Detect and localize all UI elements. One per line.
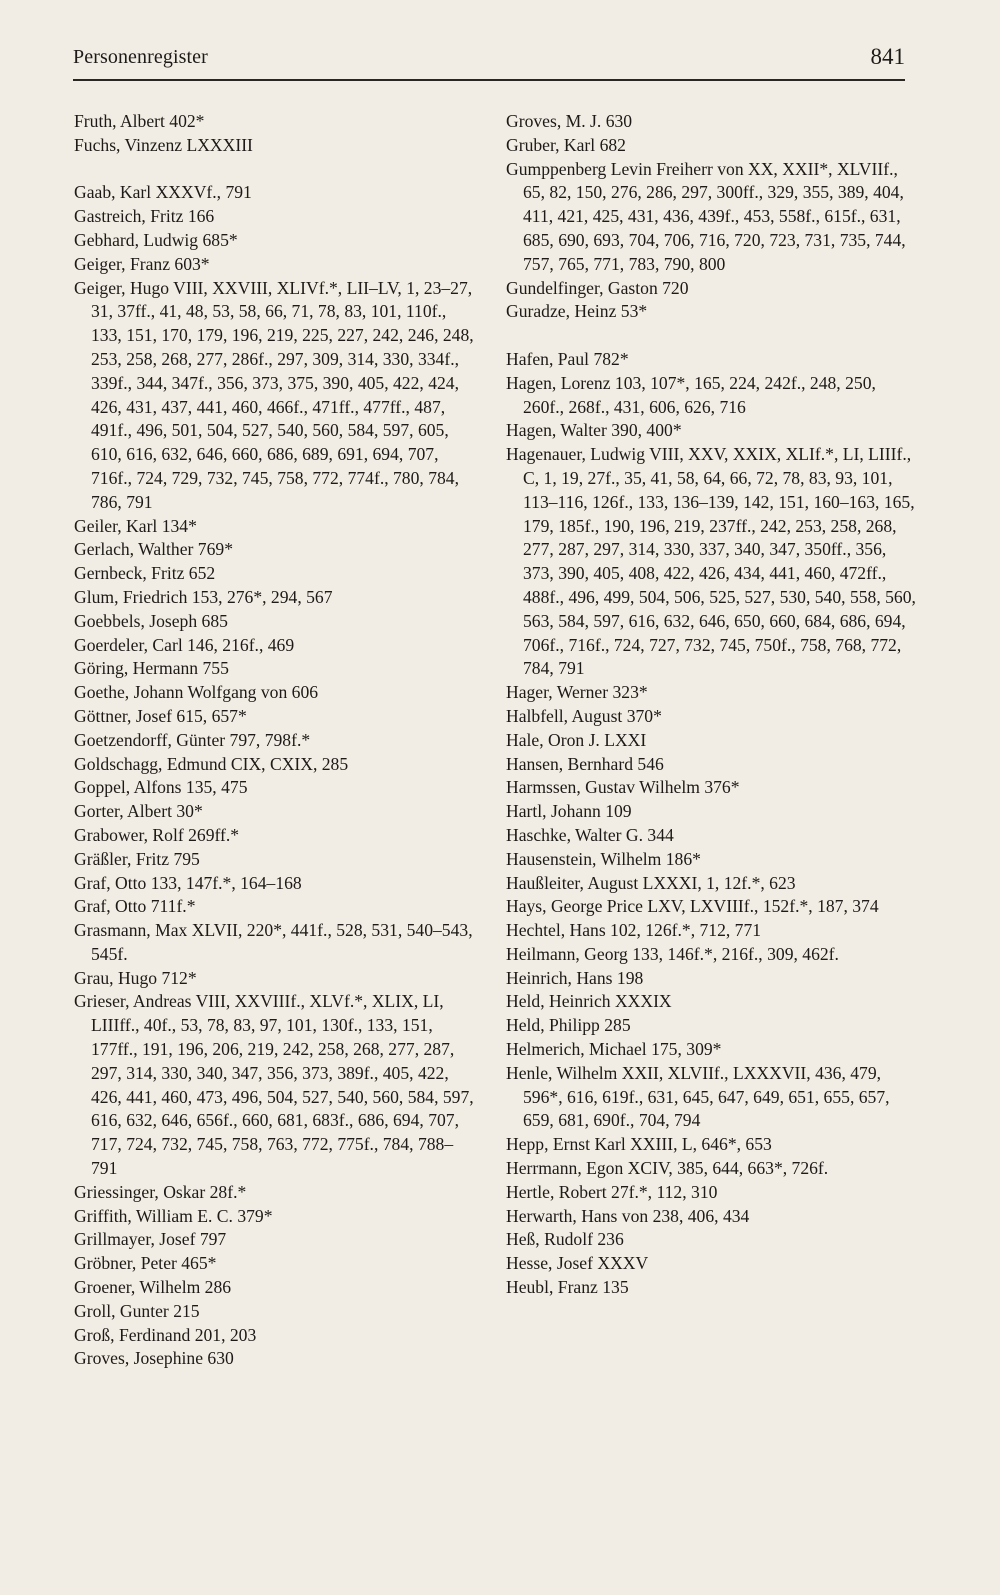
index-entry: Gaab, Karl XXXVf., 791 bbox=[74, 182, 252, 203]
index-entry: Held, Philipp 285 bbox=[506, 1015, 631, 1036]
index-entry: Geiger, Franz 603* bbox=[74, 253, 210, 274]
index-entry: Graf, Otto 133, 147f.*, 164–168 bbox=[74, 872, 302, 893]
index-entry: Goetzendorff, Günter 797, 798f.* bbox=[74, 729, 311, 750]
index-entry: Glum, Friedrich 153, 276*, 294, 567 bbox=[74, 586, 333, 607]
index-entry: Hertle, Robert 27f.*, 112, 310 bbox=[506, 1181, 718, 1202]
index-entry: Hale, Oron J. LXXI bbox=[506, 729, 647, 750]
index-entry: Hepp, Ernst Karl XXIII, L, 646*, 653 bbox=[506, 1134, 772, 1155]
index-entry: Griessinger, Oskar 28f.* bbox=[74, 1181, 247, 1202]
index-entry: Gruber, Karl 682 bbox=[506, 134, 626, 155]
index-entry: Gumppenberg Levin Freiherr von XX, XXII*, XLVIIf., 65, 82, 150, 276, 286, 297, 300ff., 329, 355, 389, 404, 411, 421, 425, 431, 436, 439f., 453, 558f., 615f., 631, 685, 690, 693, 704, 706, 716, 720, 723, 731, 735, 744, 757, 765, 771, 783, 790, 800 bbox=[506, 158, 906, 274]
index-entry: Haschke, Walter G. 344 bbox=[506, 824, 674, 845]
index-entry: Helmerich, Michael 175, 309* bbox=[506, 1039, 722, 1060]
index-entry: Gastreich, Fritz 166 bbox=[74, 206, 215, 227]
index-entry: Geiger, Hugo VIII, XXVIII, XLIVf.*, LII–LV, 1, 23–27, 31, 37ff., 41, 48, 53, 58, 66, 71, 78, 83, 101, 110f., 133, 151, 170, 179, 196, 219, 225, 227, 242, 246, 248, 253, 258, 268, 277, 286f., 297, 309, 314, 330, 334f., 339f., 344, 347f., 356, 373, 375, 390, 405, 422, 424, 426, 431, 437, 441, 460, 466f., 471ff., 477ff., 487, 491f., 496, 501, 504, 527, 540, 560, 584, 597, 605, 610, 616, 632, 646, 660, 686, 689, 691, 694, 707, 716f., 724, 729, 732, 745, 758, 772, 774f., 780, 784, 786, 791 bbox=[74, 277, 474, 512]
header-rule bbox=[73, 79, 905, 81]
index-entry: Graf, Otto 711f.* bbox=[74, 896, 196, 917]
index-entry: Hager, Werner 323* bbox=[506, 682, 648, 703]
index-entry: Gebhard, Ludwig 685* bbox=[74, 229, 238, 250]
index-column-left bbox=[74, 110, 474, 1371]
index-entry: Herrmann, Egon XCIV, 385, 644, 663*, 726f. bbox=[506, 1158, 829, 1179]
index-entry: Goppel, Alfons 135, 475 bbox=[74, 777, 248, 798]
index-entry: Henle, Wilhelm XXII, XLVIIf., LXXXVII, 436, 479, 596*, 616, 619f., 631, 645, 647, 649, 651, 655, 657, 659, 681, 690f., 704, 794 bbox=[506, 1062, 890, 1131]
index-entry: Goebbels, Joseph 685 bbox=[74, 610, 228, 631]
index-entry: Hesse, Josef XXXV bbox=[506, 1253, 649, 1274]
index-entry: Gräßler, Fritz 795 bbox=[74, 848, 200, 869]
index-entry: Groll, Gunter 215 bbox=[74, 1300, 200, 1321]
index-entry: Gundelfinger, Gaston 720 bbox=[506, 277, 689, 298]
index-entry: Fruth, Albert 402* bbox=[74, 111, 205, 131]
index-entry: Geiler, Karl 134* bbox=[74, 515, 197, 536]
index-entry: Gröbner, Peter 465* bbox=[74, 1253, 217, 1274]
section-gap bbox=[506, 324, 916, 348]
index-entry: Hagen, Walter 390, 400* bbox=[506, 420, 682, 441]
index-entry: Held, Heinrich XXXIX bbox=[506, 991, 672, 1012]
index-entry: Hartl, Johann 109 bbox=[506, 801, 632, 822]
index-column-right bbox=[506, 110, 916, 1300]
index-entry: Hays, George Price LXV, LXVIIIf., 152f.*, 187, 374 bbox=[506, 896, 879, 917]
index-entry: Grau, Hugo 712* bbox=[74, 967, 197, 988]
index-entry: Goldschagg, Edmund CIX, CXIX, 285 bbox=[74, 753, 349, 774]
index-entry: Goethe, Johann Wolfgang von 606 bbox=[74, 682, 319, 703]
index-entry: Guradze, Heinz 53* bbox=[506, 301, 648, 322]
index-entry: Hafen, Paul 782* bbox=[506, 348, 629, 369]
index-entry: Griffith, William E. C. 379* bbox=[74, 1205, 273, 1226]
index-entry: Hechtel, Hans 102, 126f.*, 712, 771 bbox=[506, 920, 762, 941]
index-entry: Hagenauer, Ludwig VIII, XXV, XXIX, XLIf.*, LI, LIIIf., C, 1, 19, 27f., 35, 41, 58, 64, 66, 72, 78, 83, 93, 101, 113–116, 126f., 133, 136–139, 142, 151, 160–163, 165, 179, 185f., 190, 196, 219, 237ff., 242, 253, 258, 268, 277, 287, 297, 314, 330, 337, 340, 347, 350ff., 356, 373, 390, 405, 408, 422, 426, 434, 441, 460, 472ff., 488f., 496, 499, 504, 506, 525, 527, 530, 540, 558, 560, 563, 584, 597, 616, 632, 646, 650, 660, 684, 686, 694, 706f., 716f., 724, 727, 732, 745, 750f., 758, 768, 772, 784, 791 bbox=[506, 444, 916, 679]
index-entry: Halbfell, August 370* bbox=[506, 705, 662, 726]
index-entry: Haußleiter, August LXXXI, 1, 12f.*, 623 bbox=[506, 872, 796, 893]
index-entry: Grillmayer, Josef 797 bbox=[74, 1229, 227, 1250]
running-header bbox=[73, 44, 905, 74]
index-entry: Grabower, Rolf 269ff.* bbox=[74, 824, 240, 845]
page-number: 841 bbox=[870, 44, 905, 69]
index-entry: Grasmann, Max XLVII, 220*, 441f., 528, 531, 540–543, 545f. bbox=[74, 920, 473, 964]
index-entry: Groß, Ferdinand 201, 203 bbox=[74, 1324, 257, 1345]
index-entry: Göring, Hermann 755 bbox=[74, 658, 229, 679]
index-entry: Fuchs, Vinzenz LXXXIII bbox=[74, 134, 253, 155]
index-entry: Heubl, Franz 135 bbox=[506, 1277, 629, 1298]
index-entry: Groves, M. J. 630 bbox=[506, 111, 633, 131]
index-entry: Gorter, Albert 30* bbox=[74, 801, 203, 822]
index-entry: Gernbeck, Fritz 652 bbox=[74, 563, 216, 584]
index-entry: Hansen, Bernhard 546 bbox=[506, 753, 664, 774]
index-entry: Herwarth, Hans von 238, 406, 434 bbox=[506, 1205, 750, 1226]
index-entry: Goerdeler, Carl 146, 216f., 469 bbox=[74, 634, 295, 655]
index-entry: Göttner, Josef 615, 657* bbox=[74, 705, 247, 726]
index-entry: Groves, Josephine 630 bbox=[74, 1348, 234, 1369]
index-entry: Grieser, Andreas VIII, XXVIIIf., XLVf.*, XLIX, LI, LIIIff., 40f., 53, 78, 83, 97, 101, 130f., 133, 151, 177ff., 191, 196, 206, 219, 242, 258, 268, 277, 287, 297, 314, 330, 340, 347, 356, 373, 389f., 405, 422, 426, 441, 460, 473, 496, 504, 527, 540, 560, 584, 597, 616, 632, 646, 656f., 660, 681, 683f., 686, 694, 707, 717, 724, 732, 745, 758, 763, 772, 775f., 784, 788–791 bbox=[74, 991, 474, 1179]
header-title: Personenregister bbox=[73, 46, 208, 68]
index-entry: Gerlach, Walther 769* bbox=[74, 539, 233, 560]
index-entry: Heinrich, Hans 198 bbox=[506, 967, 644, 988]
index-entry: Heilmann, Georg 133, 146f.*, 216f., 309, 462f. bbox=[506, 943, 839, 964]
index-entry: Hausenstein, Wilhelm 186* bbox=[506, 848, 701, 869]
index-entry: Heß, Rudolf 236 bbox=[506, 1229, 624, 1250]
index-entry: Hagen, Lorenz 103, 107*, 165, 224, 242f., 248, 250, 260f., 268f., 431, 606, 626, 716 bbox=[506, 372, 876, 417]
index-entry: Harmssen, Gustav Wilhelm 376* bbox=[506, 777, 740, 798]
section-gap bbox=[74, 158, 474, 182]
index-entry: Groener, Wilhelm 286 bbox=[74, 1277, 232, 1298]
